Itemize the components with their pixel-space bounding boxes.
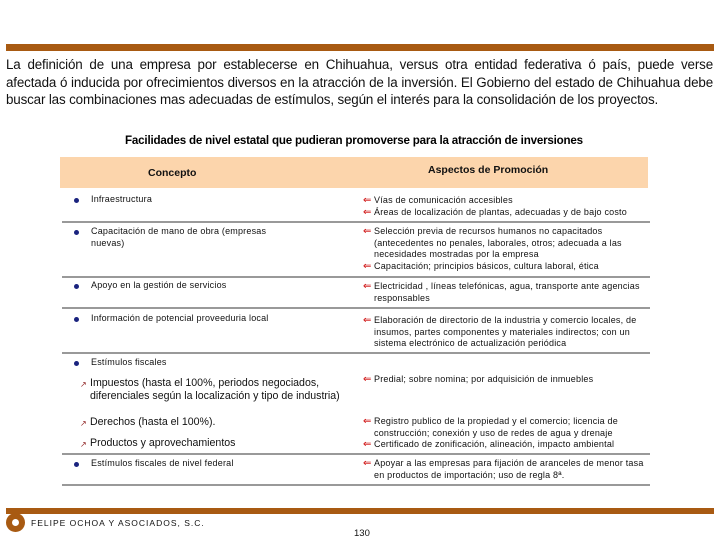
row-aspectos [364, 458, 652, 481]
left-arrow-icon: ⇐ [363, 195, 372, 206]
bullet-dot-icon [74, 198, 79, 203]
row-aspectos [364, 281, 652, 304]
aspect-item: ⇐ Selección previa de recursos humanos no capacitados (antecedentes no penales, laborales, otros; adecuada a las necesidades mostradas por la empresa [363, 226, 622, 260]
row-aspectos [364, 315, 652, 350]
bullet-dot-icon [74, 230, 79, 235]
row-aspectos [364, 416, 652, 451]
row-divider [62, 352, 650, 354]
row-divider [62, 276, 650, 278]
left-arrow-icon: ⇐ [363, 281, 372, 292]
aspect-item: ⇐ Vías de comunicación accesibles [363, 195, 513, 206]
row-divider [62, 307, 650, 309]
aspect-item: ⇐ Apoyar a las empresas para fijación de aranceles de menor tasa en productos de importación; uso de regla 8ª. [363, 458, 644, 480]
small-arrow-icon: ↗ [80, 440, 87, 449]
row-concepto: Apoyo en la gestión de servicios [75, 280, 345, 292]
aspect-item: ⇐ Áreas de localización de plantas, adecuadas y de bajo costo [363, 206, 627, 218]
row-aspectos [364, 374, 652, 386]
sub-item: ↗ Productos y aprovechamientos [78, 437, 348, 450]
page-number: 130 [354, 528, 370, 539]
small-arrow-icon: ↗ [80, 419, 87, 428]
sub-item: ↗ Derechos (hasta el 100%). [78, 416, 348, 429]
row-concepto: Infraestructura [75, 194, 345, 206]
bullet-dot-icon [74, 284, 79, 289]
bullet-dot-icon [74, 361, 79, 366]
left-arrow-icon: ⇐ [363, 439, 372, 451]
left-arrow-icon: ⇐ [363, 416, 372, 427]
company-logo-icon [6, 513, 25, 532]
aspect-item: ⇐ Certificado de zonificación, alineación, impacto ambiental [363, 439, 615, 451]
bullet-dot-icon [74, 462, 79, 467]
small-arrow-icon: ↗ [80, 380, 87, 389]
row-concepto: Capacitación de mano de obra (empresas nuevas) [75, 226, 285, 249]
row-divider [62, 221, 650, 223]
row-aspectos [364, 195, 652, 218]
left-arrow-icon: ⇐ [363, 374, 372, 385]
left-arrow-icon: ⇐ [363, 315, 372, 326]
company-name: FELIPE OCHOA Y ASOCIADOS, S.C. [31, 518, 205, 528]
row-concepto: Estímulos fiscales de nivel federal [75, 458, 345, 470]
left-arrow-icon: ⇐ [363, 206, 372, 218]
intro-paragraph: La definición de una empresa por establecerse en Chihuahua, versus otra entidad federativa ó país, puede verse afectada ó inducida por ofrecimientos diversos en la atracción de la inversión. El Gobierno del estado de Chihuahua debe buscar las combinaciones mas adecuadas de estímulos, según el interés para la consolidación de los proyectos. [6, 57, 713, 107]
sub-item: ↗ Impuestos (hasta el 100%, periodos negociados, diferenciales según la localización y tipo de industria) [80, 377, 340, 402]
aspect-item: ⇐ Elaboración de directorio de la industria y comercio locales, de insumos, partes componentes y materiales indirectos; con un sistema electrónico de actualización periódica [363, 315, 637, 349]
row-concepto: Estímulos fiscales [75, 357, 345, 369]
aspect-item: ⇐ Capacitación; principios básicos, cultura laboral, ética [363, 260, 599, 272]
header-concepto: Concepto [148, 167, 197, 179]
table-header [60, 157, 648, 188]
aspect-item: ⇐ Electricidad , líneas telefónicas, agua, transporte ante agencias responsables [363, 281, 640, 303]
aspect-item: ⇐ Predial; sobre nomina; por adquisición de inmuebles [363, 374, 594, 385]
row-divider [62, 484, 650, 486]
table-title: Facilidades de nivel estatal que pudieran promoverse para la atracción de inversiones [125, 134, 583, 147]
row-divider [62, 453, 650, 455]
aspect-item: ⇐ Registro publico de la propiedad y el comercio; licencia de construcción; conexión y uso de redes de agua y drenaje [363, 416, 618, 438]
left-arrow-icon: ⇐ [363, 260, 372, 272]
header-aspectos: Aspectos de Promoción [428, 164, 549, 176]
bottom-rule [6, 508, 714, 514]
row-concepto: Información de potencial proveeduria local [75, 313, 275, 325]
bullet-dot-icon [74, 317, 79, 322]
row-aspectos [364, 226, 652, 272]
left-arrow-icon: ⇐ [363, 458, 372, 469]
left-arrow-icon: ⇐ [363, 226, 372, 237]
top-rule [6, 44, 714, 51]
